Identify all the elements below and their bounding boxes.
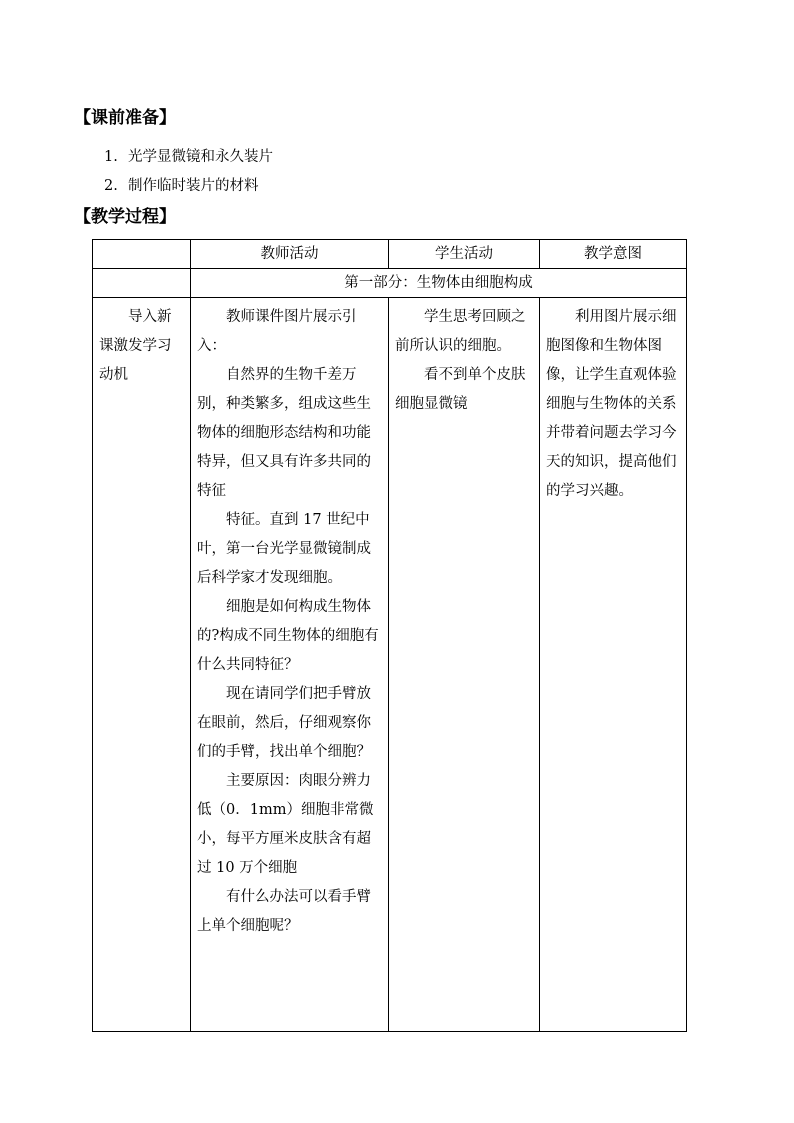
teacher-activity-paragraph: 主要原因：肉眼分辨力低（0．1mm）细胞非常微小，每平方厘米皮肤含有超过 10 万个细胞 (197, 773, 374, 876)
stage-cell (93, 298, 191, 1032)
prep-list (104, 144, 273, 202)
table-header-row (93, 240, 687, 269)
teacher-activity-cell (191, 298, 389, 1032)
prep-item (104, 173, 273, 202)
header-cell-teacher-activity: 教师活动 (191, 240, 389, 269)
lesson-table (92, 239, 687, 1032)
prep-item-number: 2. (104, 178, 118, 194)
student-activity-paragraph: 学生思考回顾之前所认识的细胞。 (395, 309, 526, 354)
stage-text: 导入新课激发学习动机 (99, 309, 172, 383)
header-cell-stage (93, 240, 191, 269)
header-cell-student-activity: 学生活动 (389, 240, 540, 269)
student-activity-cell (389, 298, 540, 1032)
teaching-intent-cell (540, 298, 687, 1032)
process-heading: 【教学过程】 (74, 207, 176, 227)
section-row-blank-cell (93, 269, 191, 298)
teacher-activity-paragraph: 特征。直到 17 世纪中叶，第一台光学显微镜制成后科学家才发现细胞。 (197, 512, 371, 586)
table-row (93, 298, 687, 1032)
header-cell-teaching-intent: 教学意图 (540, 240, 687, 269)
prep-item (104, 144, 273, 173)
prep-heading: 【课前准备】 (74, 108, 176, 128)
teacher-activity-paragraph: 自然界的生物千差万别，种类繁多，组成这些生物体的细胞形态结构和功能特异，但又具有许多共同的特征 (197, 367, 371, 499)
prep-item-number: 1. (104, 149, 118, 165)
teacher-activity-paragraph: 教师课件图片展示引入： (197, 309, 357, 354)
teacher-activity-paragraph: 细胞是如何构成生物体的?构成不同生物体的细胞有什么共同特征？ (197, 599, 379, 673)
teacher-activity-paragraph: 有什么办法可以看手臂上单个细胞呢？ (197, 889, 371, 934)
student-activity-paragraph: 看不到单个皮肤细胞显微镜 (395, 367, 526, 412)
prep-item-text: 光学显微镜和永久装片 (128, 149, 273, 165)
teacher-activity-paragraph: 现在请同学们把手臂放在眼前，然后，仔细观察你们的手臂，找出单个细胞？ (197, 686, 371, 760)
section-title: 第一部分：生物体由细胞构成 (191, 269, 687, 298)
section-row (93, 269, 687, 298)
prep-item-text: 制作临时装片的材料 (128, 178, 259, 194)
teaching-intent-paragraph: 利用图片展示细胞图像和生物体图像，让学生直观体验细胞与生物体的关系并带着问题去学习今天的知识，提高他们的学习兴趣。 (546, 309, 677, 499)
